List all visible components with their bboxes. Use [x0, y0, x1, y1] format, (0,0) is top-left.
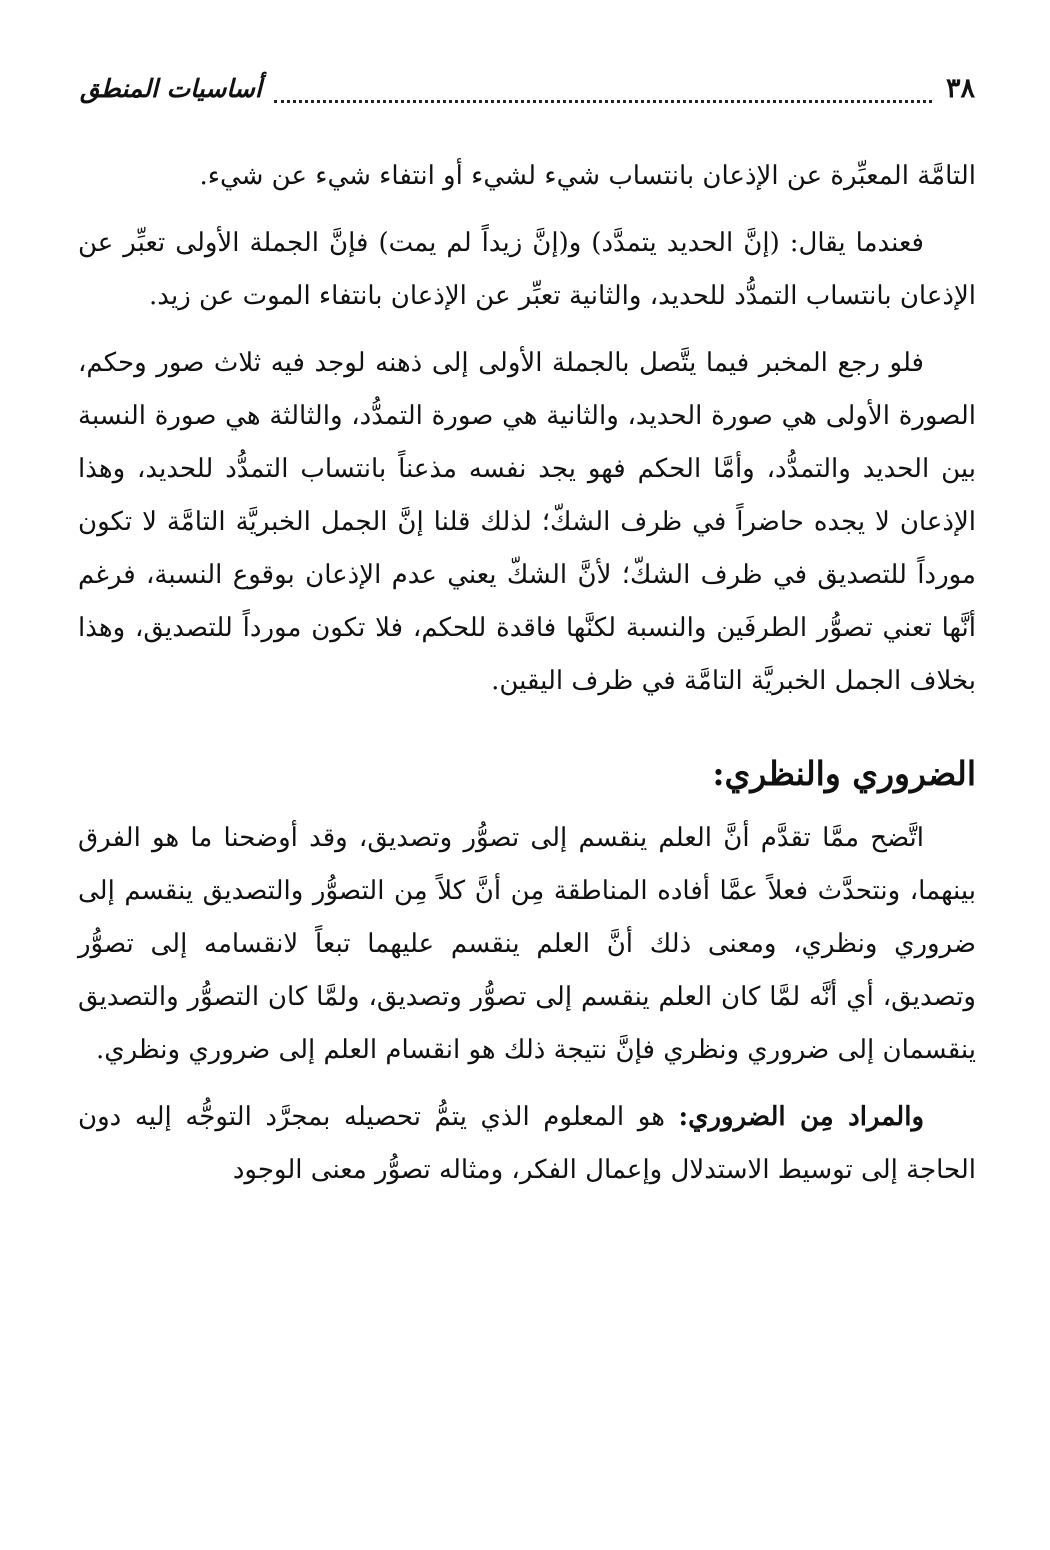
paragraph-continuation: التامَّة المعبِّرة عن الإذعان بانتساب شيء لشيء أو انتفاء شيء عن شيء. [199, 161, 976, 191]
definition-term: والمراد مِن الضروري: [678, 1102, 924, 1132]
book-title: أساسيات المنطق [80, 73, 262, 103]
paragraph-section-intro: اتَّضح ممَّا تقدَّم أنَّ العلم ينقسم إلى تصوُّر وتصديق، وقد أوضحنا ما هو الفرق بينهما، ونتحدَّث فعلاً عمَّا أفاده المناطقة مِن أنَّ كلاً مِن التصوُّر والتصديق ينقسم إلى ضروري ونظري، ومعنى ذلك أنَّ العلم ينقسم عليهما تبعاً لانقسامه إلى تصوُّر وتصديق، أي أنَّه لمَّا كان العلم ينقسم إلى تصوُّر وتصديق، ولمَّا كان التصوُّر والتصديق ينقسمان إلى ضروري ونظري فإنَّ نتيجة ذلك هو انقسام العلم إلى ضروري ونظري. [78, 823, 976, 1065]
paragraph-explanation: فلو رجع المخبر فيما يتَّصل بالجملة الأولى إلى ذهنه لوجد فيه ثلاث صور وحكم، الصورة الأولى هي صورة الحديد، والثانية هي صورة التمدُّد، والثالثة هي صورة النسبة بين الحديد والتمدُّد، وأمَّا الحكم فهو يجد نفسه مذعناً بانتساب التمدُّد للحديد، وهذا الإذعان لا يجده حاضراً في ظرف الشكّ؛ لذلك قلنا إنَّ الجمل الخبريَّة التامَّة لا تكون مورداً للتصديق في ظرف الشكّ؛ لأنَّ الشكّ يعني عدم الإذعان بوقوع النسبة، فرغم أنَّها تعني تصوُّر الطرفَين والنسبة لكنَّها فاقدة للحكم، فلا تكون مورداً للتصديق، وهذا بخلاف الجمل الخبريَّة التامَّة في ظرف اليقين. [78, 348, 976, 696]
running-header [80, 62, 975, 114]
definition-text: هو المعلوم الذي يتمُّ تحصيله بمجرَّد التوجُّه إليه دون الحاجة إلى توسيط الاستدلال وإعمال الفكر، ومثاله تصوُّر معنى الوجود [78, 1102, 976, 1185]
section-heading: الضروري والنظري: [712, 754, 976, 793]
header-dotted-leader [274, 74, 932, 103]
page-body [78, 150, 976, 1197]
paragraph-definition [78, 1091, 976, 1197]
paragraph-example: فعندما يقال: (إنَّ الحديد يتمدَّد) و(إنَّ زيداً لم يمت) فإنَّ الجملة الأولى تعبِّر عن الإذعان بانتساب التمدُّد للحديد، والثانية تعبِّر عن الإذعان بانتفاء الموت عن زيد. [78, 228, 976, 311]
page-number: ٣٨ [945, 72, 975, 104]
